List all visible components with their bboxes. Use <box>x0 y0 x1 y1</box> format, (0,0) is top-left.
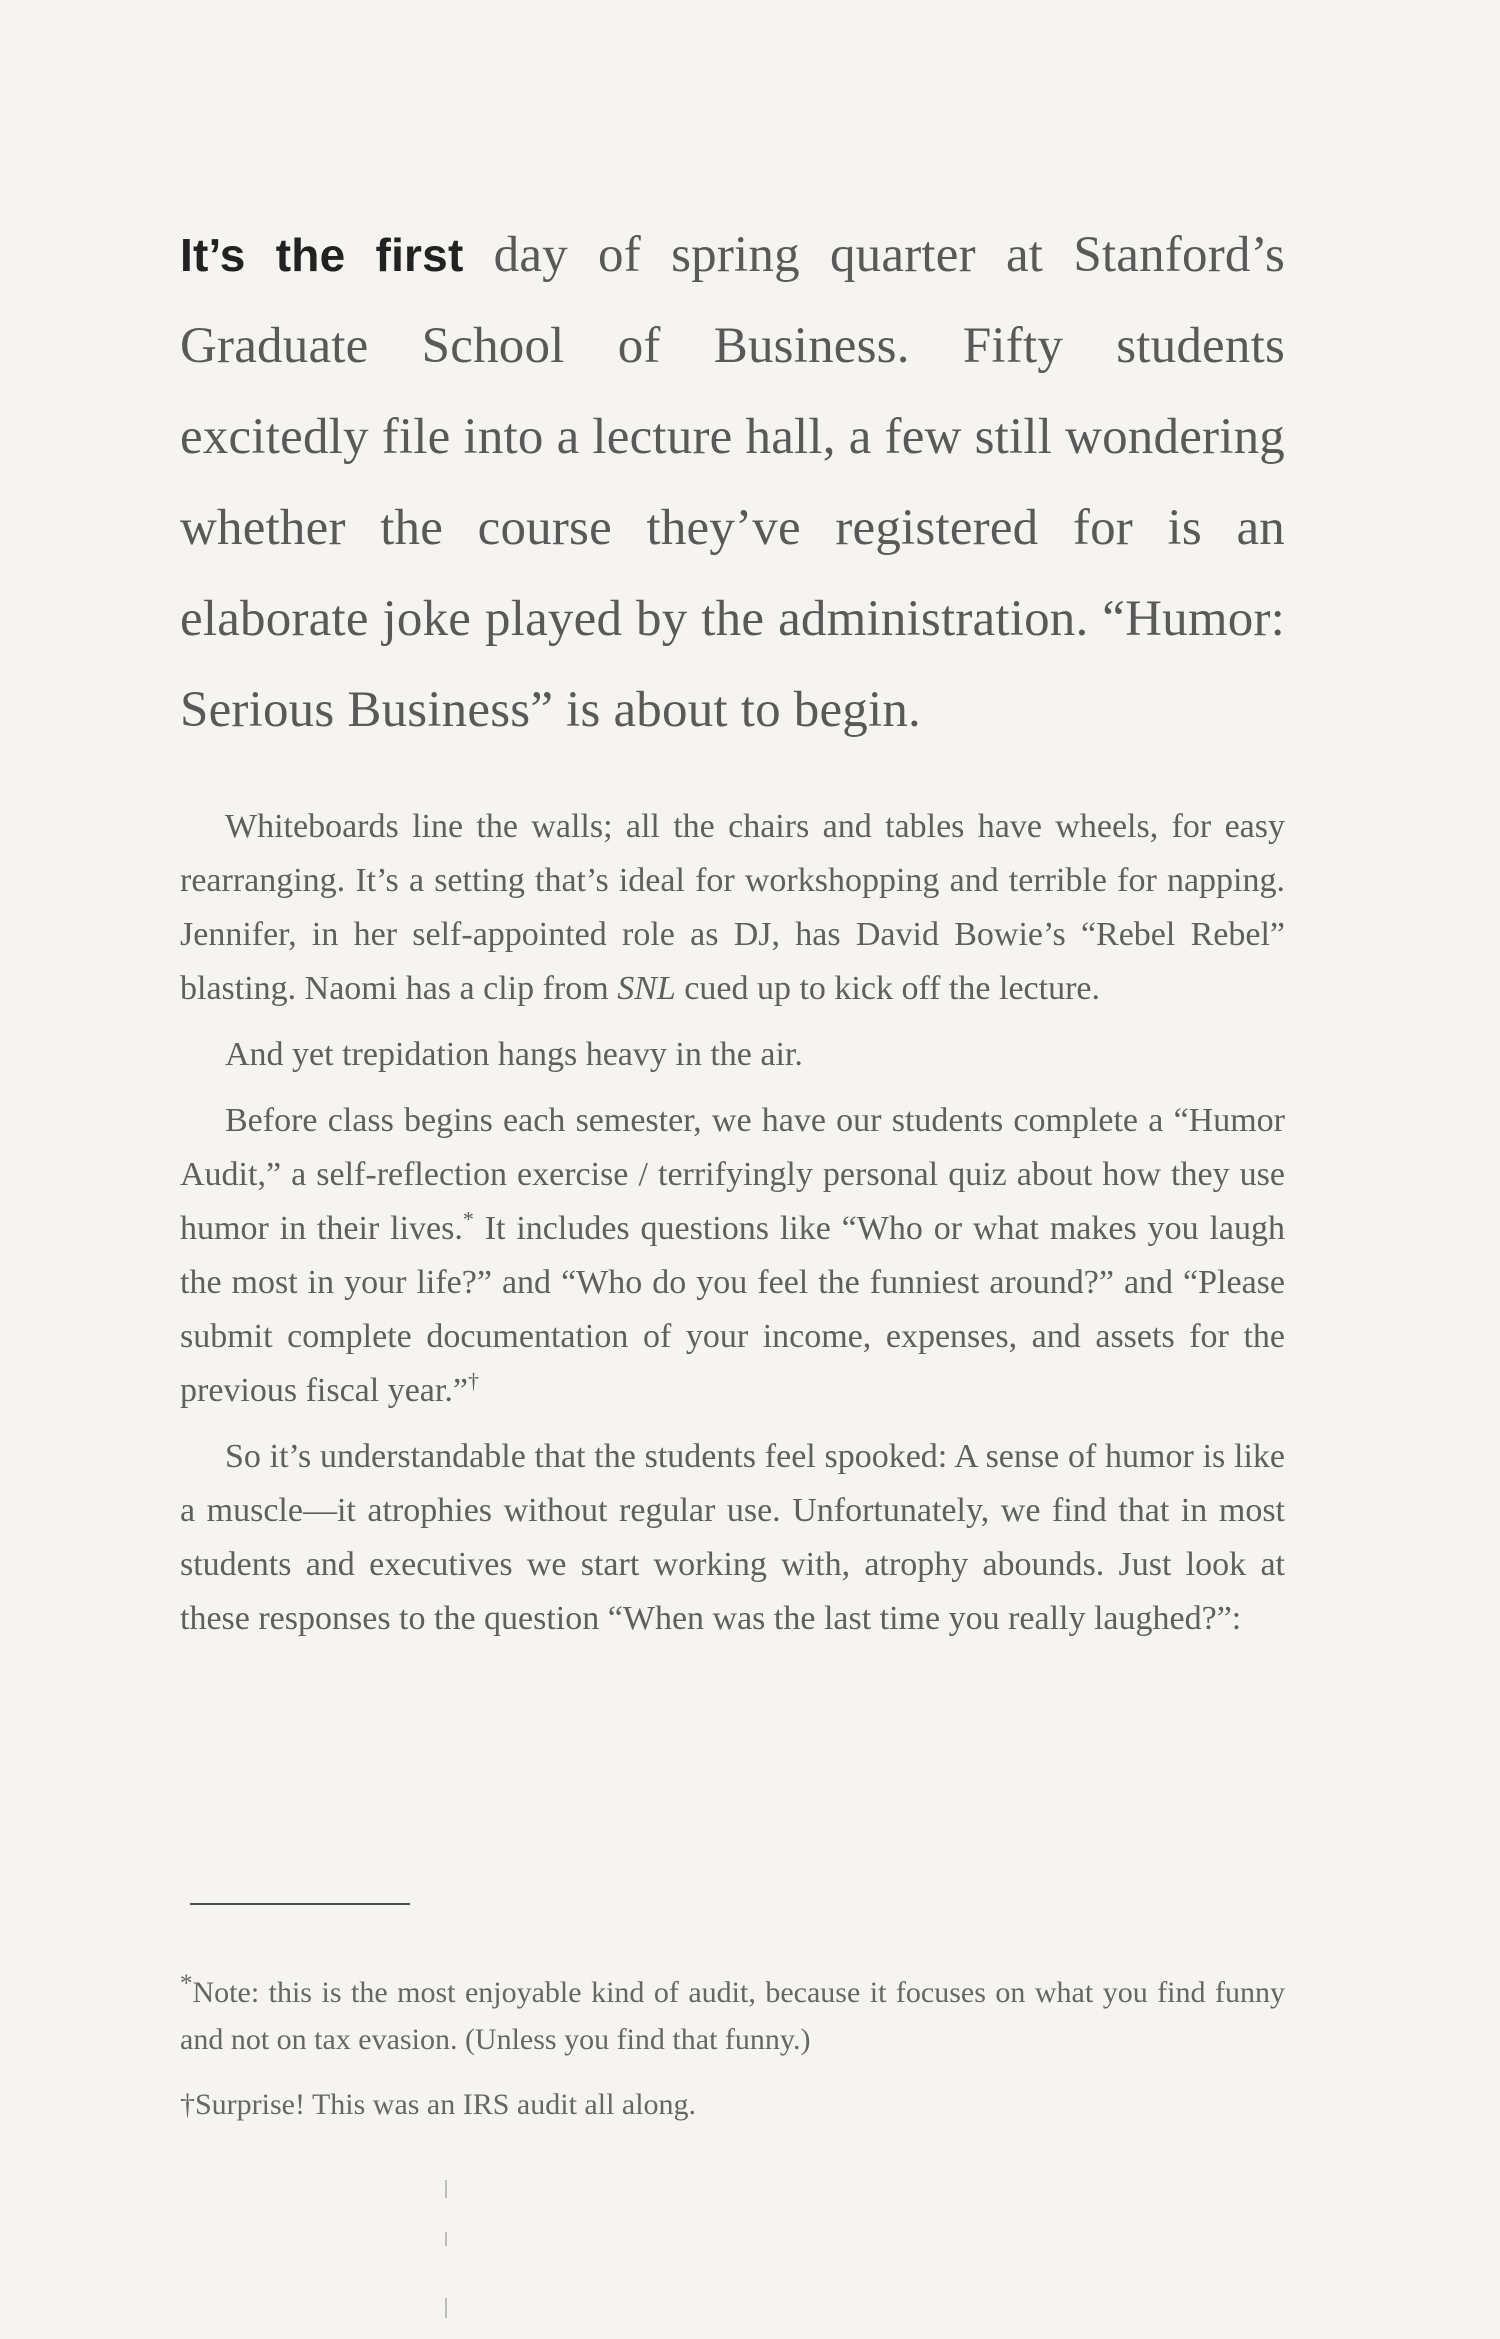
opening-lead-in: It’s the first <box>180 229 464 281</box>
footnotes <box>180 1960 1285 2146</box>
opening-paragraph <box>180 210 1285 756</box>
scan-mark <box>445 2180 447 2198</box>
paragraph-trepidation <box>180 1028 1285 1082</box>
paragraph-text: It includes questions like “Who or what makes you laugh the most in your life?” and “Who do you feel the funniest around?” and “Please submit complete documentation of your income, expenses, and assets for the previous fiscal year.” <box>180 1210 1285 1409</box>
footnote-text: Surprise! This was an IRS audit all along. <box>195 2088 697 2121</box>
paragraph-humor-audit <box>180 1094 1285 1418</box>
footnote-text: Note: this is the most enjoyable kind of audit, because it focuses on what you find funny and not on tax evasion. (Unless you find that funny.) <box>180 1976 1285 2056</box>
paragraph-whiteboards <box>180 800 1285 1016</box>
paragraph-atrophy <box>180 1430 1285 1646</box>
paragraph-text: cued up to kick off the lecture. <box>675 970 1101 1007</box>
footnote-irs <box>180 2081 1285 2128</box>
paragraph-text: Before class begins each semester, we have our students complete a “Humor Audit,” a self-reflection exercise / terrifyingly personal quiz about how they use humor in their lives. <box>180 1102 1285 1247</box>
paragraph-text: So it’s understandable that the students feel spooked: A sense of humor is like a muscle—it atrophies without regular use. Unfortunately, we find that in most students and executives we start working with, atrophy abounds. Just look at these responses to the question “When was the last time you really laughed?”: <box>180 1438 1285 1637</box>
paragraph-text: Whiteboards line the walls; all the chairs and tables have wheels, for easy rearranging. It’s a setting that’s ideal for workshopping and terrible for napping. Jennifer, in her self-appointed role as DJ, has David Bowie’s “Rebel Rebel” blasting. Naomi has a clip from <box>180 808 1285 1007</box>
footnote-audit <box>180 1960 1285 2063</box>
footnote-ref-star: * <box>462 1206 474 1232</box>
scan-marks <box>443 2180 449 2320</box>
snl-italic: SNL <box>617 970 676 1007</box>
scan-mark <box>445 2298 447 2318</box>
scan-mark <box>445 2232 447 2246</box>
footnote-mark-star: * <box>180 1970 193 1997</box>
paragraph-text: And yet trepidation hangs heavy in the air. <box>225 1036 803 1073</box>
body-text <box>180 800 1285 1658</box>
footnote-mark-dagger: † <box>180 2088 195 2121</box>
footnote-ref-dagger: † <box>467 1368 479 1394</box>
opening-text: day of spring quarter at Stanford’s Graduate School of Business. Fifty students excitedly file into a lecture hall, a few still wondering whether the course they’ve registered for is an elaborate joke played by the administration. “Humor: Serious Business” is about to begin. <box>180 227 1285 738</box>
footnote-divider <box>190 1903 410 1905</box>
